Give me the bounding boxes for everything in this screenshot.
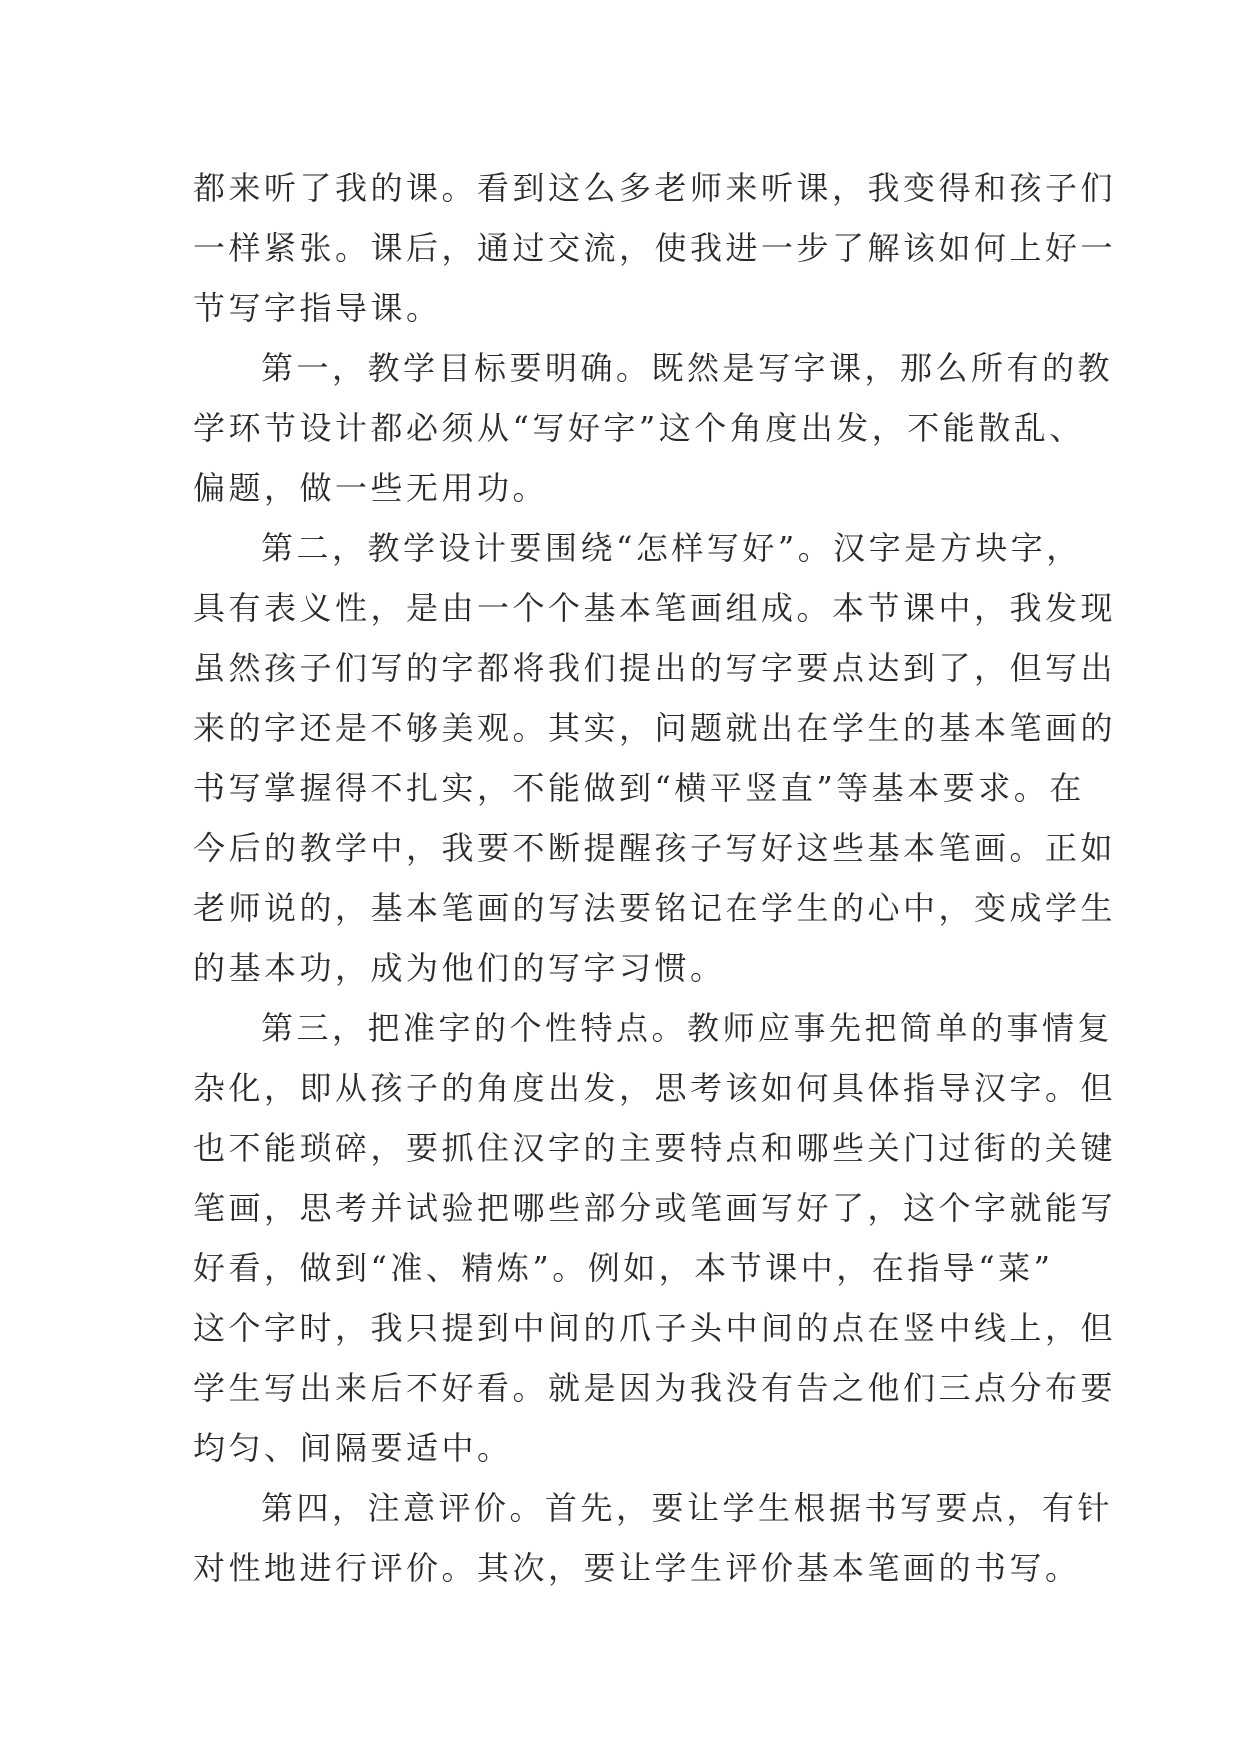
paragraph-point-one (193, 338, 1114, 518)
text-line: 第四，注意评价。首先，要让学生根据书写要点，有针 (261, 1489, 1114, 1527)
text-line: 杂化，即从孩子的角度出发，思考该如何具体指导汉字。但 (193, 1069, 1117, 1107)
text-line: 的基本功，成为他们的写字习惯。 (193, 949, 726, 987)
text-line: 笔画，思考并试验把哪些部分或笔画写好了，这个字就能写 (193, 1189, 1117, 1227)
text-line: 学生写出来后不好看。就是因为我没有告之他们三点分布要 (193, 1369, 1117, 1407)
document-body (193, 158, 1117, 1598)
text-line: 一样紧张。课后，通过交流，使我进一步了解该如何上好一 (193, 229, 1117, 267)
text-line: 也不能琐碎，要抓住汉字的主要特点和哪些关门过街的关键 (193, 1129, 1117, 1167)
paragraph-point-four (193, 1478, 1114, 1598)
text-line: 第二，教学设计要围绕“怎样写好”。汉字是方块字， (261, 529, 1082, 567)
text-line: 具有表义性，是由一个个基本笔画组成。本节课中，我发现 (193, 589, 1117, 627)
text-line: 老师说的，基本笔画的写法要铭记在学生的心中，变成学生 (193, 889, 1117, 927)
text-line: 这个字时，我只提到中间的爪子头中间的点在竖中线上，但 (193, 1309, 1117, 1347)
text-line: 来的字还是不够美观。其实，问题就出在学生的基本笔画的 (193, 709, 1117, 747)
text-line: 对性地进行评价。其次，要让学生评价基本笔画的书写。 (193, 1549, 1081, 1587)
paragraph-intro (193, 158, 1117, 338)
text-line: 第一，教学目标要明确。既然是写字课，那么所有的教 (261, 349, 1114, 387)
text-line: 今后的教学中，我要不断提醒孩子写好这些基本笔画。正如 (193, 829, 1117, 867)
paragraph-point-three (193, 998, 1117, 1478)
text-line: 节写字指导课。 (193, 289, 442, 327)
text-line: 均匀、间隔要适中。 (193, 1429, 513, 1467)
text-line: 虽然孩子们写的字都将我们提出的写字要点达到了，但写出 (193, 649, 1117, 687)
text-line: 好看，做到“准、精炼”。例如，本节课中，在指导“菜” (193, 1249, 1054, 1287)
text-line: 偏题，做一些无用功。 (193, 469, 549, 507)
text-line: 书写掌握得不扎实，不能做到“横平竖直”等基本要求。在 (193, 769, 1085, 807)
text-line: 学环节设计都必须从“写好字”这个角度出发，不能散乱、 (193, 409, 1085, 447)
text-line: 都来听了我的课。看到这么多老师来听课，我变得和孩子们 (193, 169, 1117, 207)
text-line: 第三，把准字的个性特点。教师应事先把简单的事情复 (261, 1009, 1114, 1047)
paragraph-point-two (193, 518, 1117, 998)
